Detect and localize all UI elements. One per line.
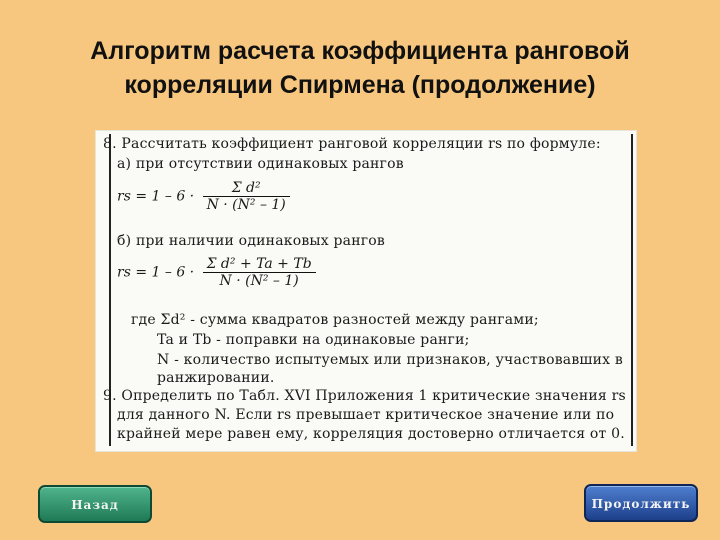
formula-b-numerator: Σ d² + Ta + Tb	[203, 256, 316, 273]
step9-line-2: для данного N. Если rs превышает критическое значение или по	[117, 407, 615, 423]
formula-b-lhs: rs = 1 – 6 ·	[117, 264, 195, 281]
formula-a-lhs: rs = 1 – 6 ·	[117, 188, 195, 205]
formula-a	[117, 180, 290, 213]
case-a-text: а) при отсутствии одинаковых рангов	[117, 156, 404, 172]
slide-title-line2: корреляции Спирмена (продолжение)	[124, 71, 596, 99]
slide-title	[20, 34, 700, 102]
next-button[interactable]: Продолжить	[584, 484, 698, 522]
formula-b-denominator: N · (N² – 1)	[219, 273, 299, 289]
where-line-1: где Σd² - сумма квадратов разностей между рангами;	[131, 312, 539, 328]
slide-title-line1: Алгоритм расчета коэффициента ранговой	[90, 37, 630, 65]
where-line-3: N - количество испытуемых или признаков, участвовавших в	[157, 352, 623, 368]
where-line-3b: ранжировании.	[157, 370, 275, 386]
formula-a-denominator: N · (N² – 1)	[206, 197, 286, 213]
step9-line-1: 9. Определить по Табл. XVI Приложения 1 критические значения rs	[103, 388, 626, 404]
right-border-line	[631, 134, 633, 446]
case-b-text: б) при наличии одинаковых рангов	[117, 233, 385, 249]
formula-a-numerator: Σ d²	[203, 180, 290, 197]
scanned-text-image	[95, 130, 637, 452]
where-line-2: Ta и Tb - поправки на одинаковые ранги;	[157, 332, 470, 348]
formula-b	[117, 256, 316, 289]
step9-line-3: крайней мере равен ему, корреляция достоверно отличается от 0.	[117, 426, 625, 442]
back-button[interactable]: Назад	[38, 485, 152, 523]
step8-text: 8. Рассчитать коэффициент ранговой корреляции rs по формуле:	[103, 136, 601, 152]
